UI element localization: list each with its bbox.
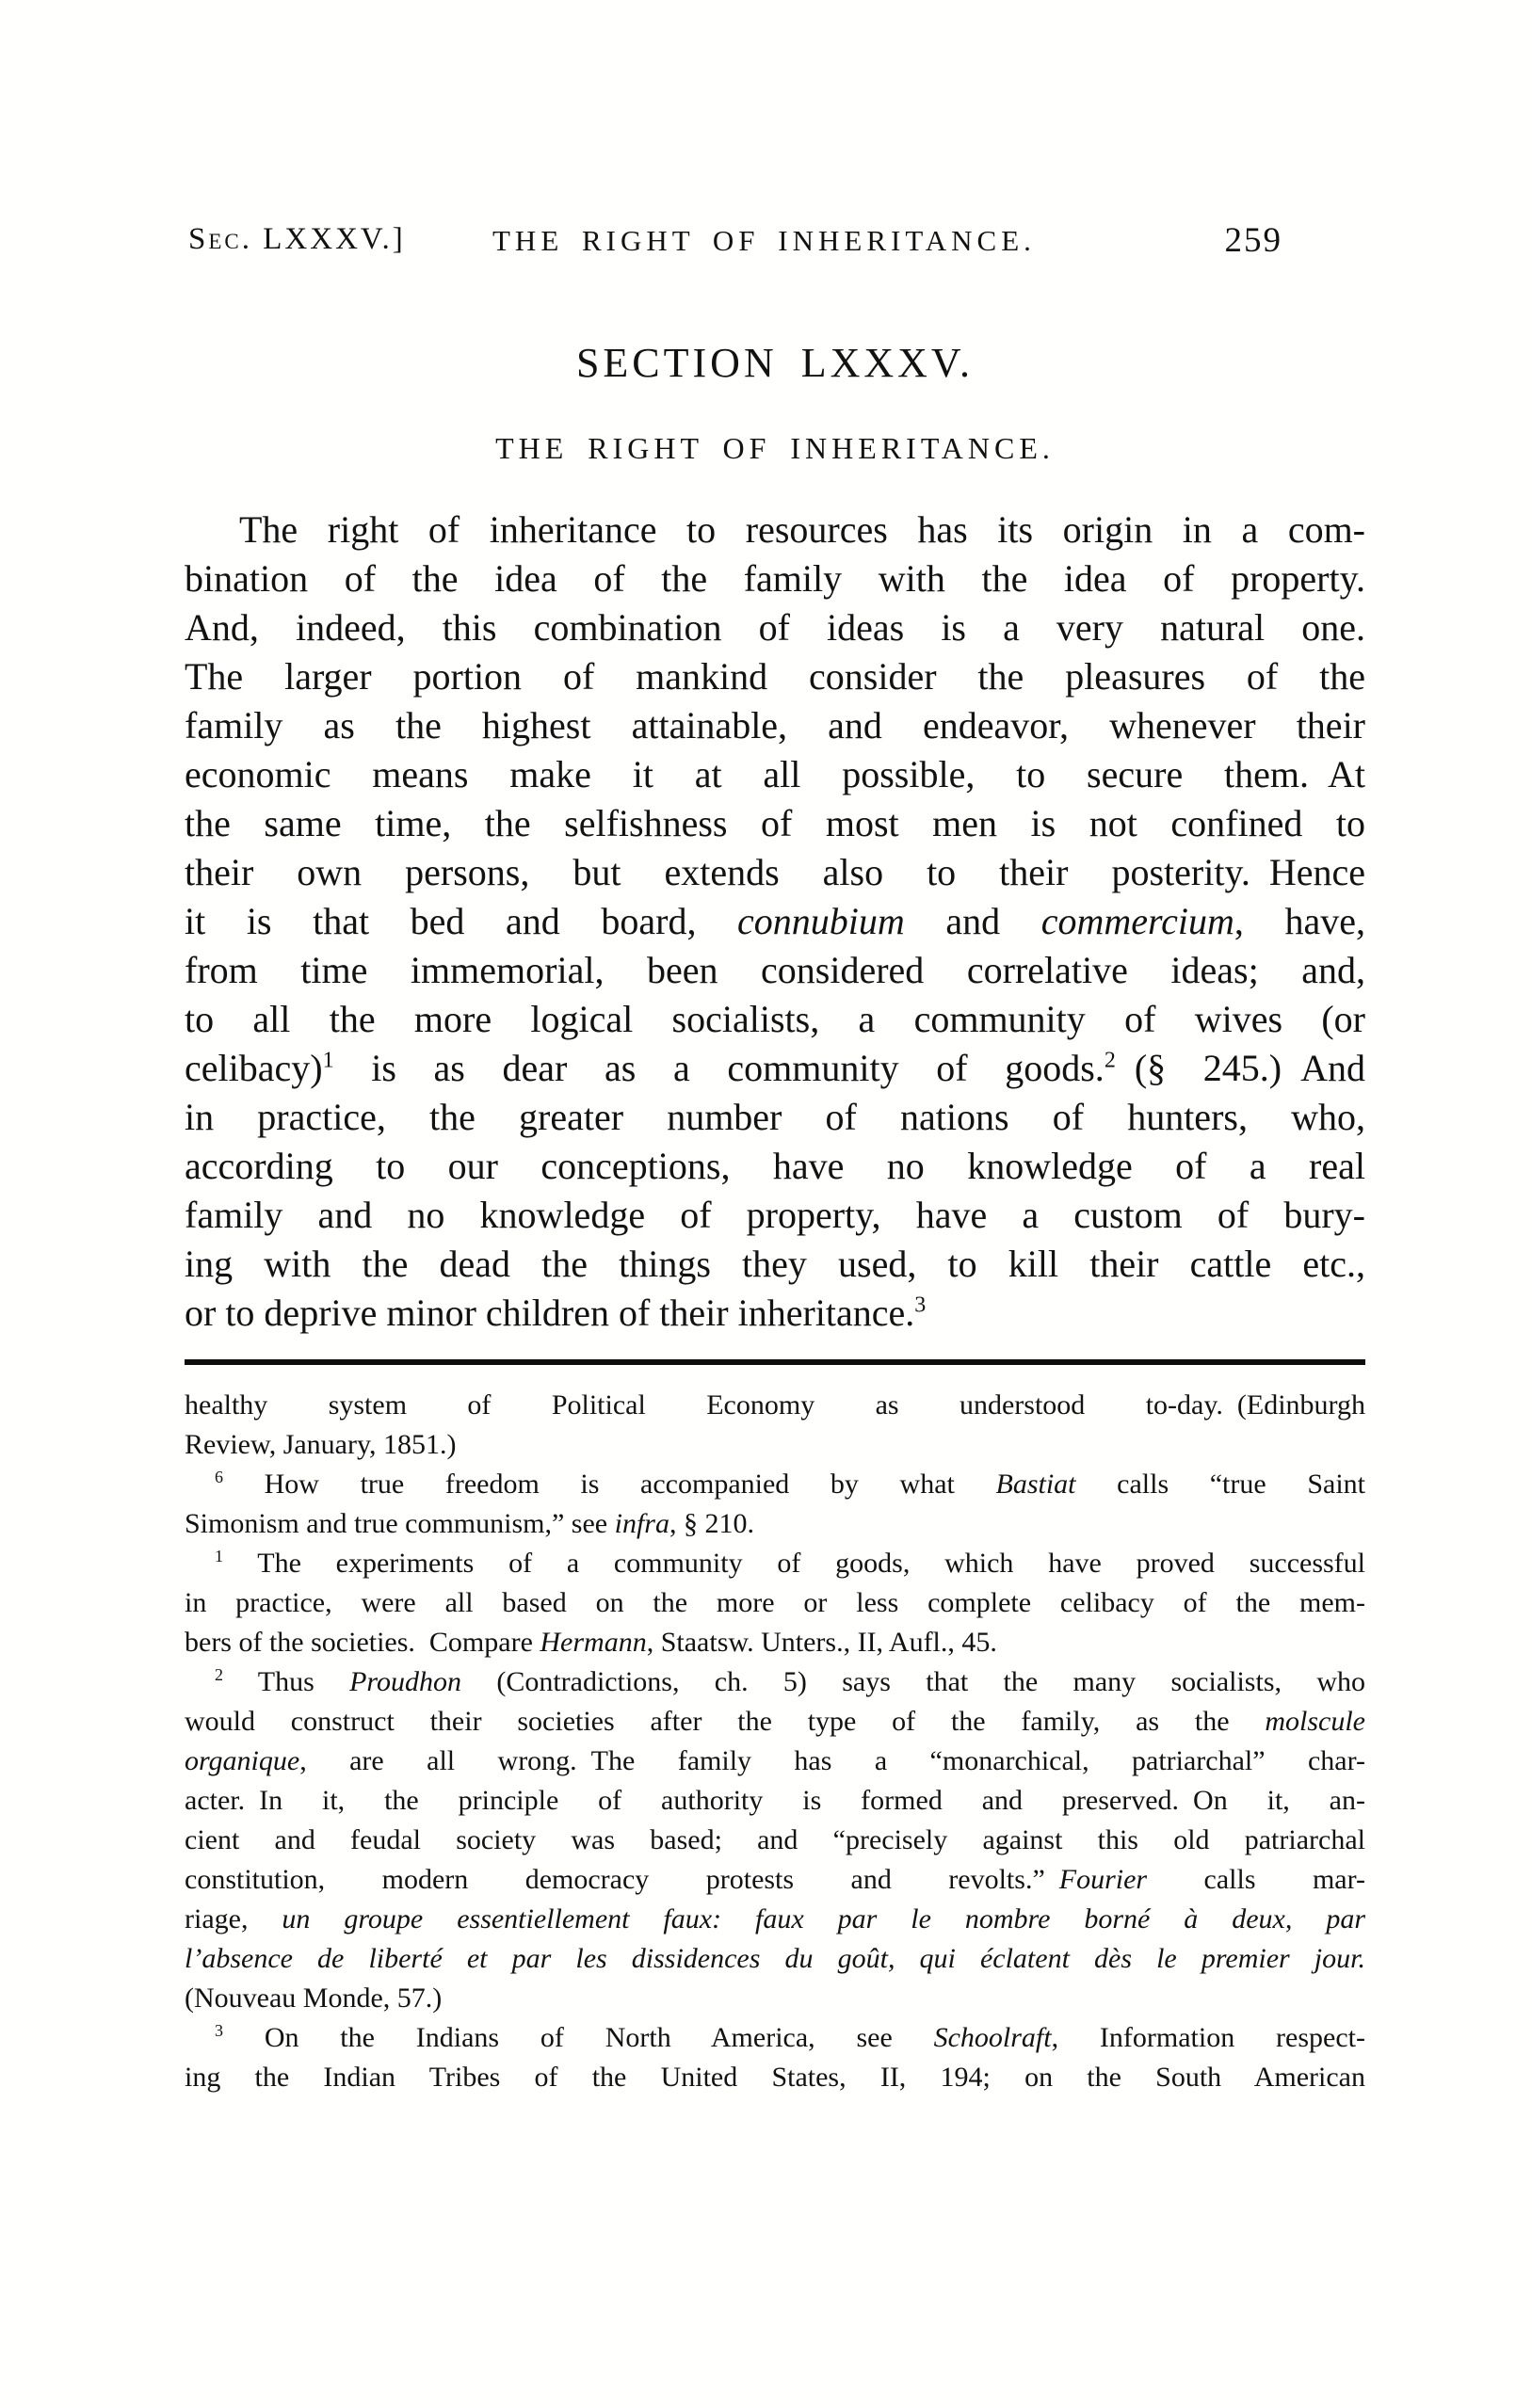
text-line: healthy system of Political Economy as understood to-day. (Edinburgh (185, 1389, 1365, 1421)
text-line: according to our conceptions, have no knowledge of a real (185, 1145, 1365, 1187)
text-line: cient and feudal society was based; and “precisely against this old patriarchal (185, 1824, 1365, 1855)
text-line: acter. In it, the principle of authority is formed and preserved. On it, an- (185, 1785, 1365, 1816)
text-line: ing the Indian Tribes of the United States, II, 194; on the South American (185, 2062, 1365, 2093)
text-line: $^1$ The experiments of a community of goods, which have proved successful (215, 1547, 1365, 1579)
text-line: l’absence de liberté et par les dissidences du goût, qui éclatent dès le premier jour. (185, 1943, 1365, 1974)
text-line: bination of the idea of the family with the idea of property. (185, 557, 1365, 600)
header-page-number: 259 (1224, 221, 1282, 260)
text-line: organique, are all wrong. The family has a “monarchical, patriarchal” char- (185, 1745, 1365, 1776)
text-line: $^2$ Thus Proudhon (Contradictions, ch. 5) says that the many socialists, who (215, 1665, 1365, 1697)
text-line: The right of inheritance to resources has its origin in a com- (239, 508, 1365, 551)
text-line: or to deprive minor children of their inheritance.$^3$ (185, 1292, 927, 1334)
text-line: from time immemorial, been considered correlative ideas; and, (185, 949, 1365, 991)
text-line: in practice, were all based on the more or less complete celibacy of the mem- (185, 1587, 1365, 1618)
text-line: constitution, modern democracy protests and revolts.” Fourier calls mar- (185, 1864, 1366, 1895)
section-subheading: THE RIGHT OF INHERITANCE. (495, 431, 1055, 465)
text-line: $^3$ On the Indians of North America, see Schoolraft, Information respect- (215, 2021, 1365, 2053)
text-line: would construct their societies after the type of the family, as the molscule (185, 1706, 1365, 1737)
text-line: economic means make it at all possible, to secure them. At (185, 753, 1365, 795)
text-line: family and no knowledge of property, have a custom of bury- (185, 1194, 1365, 1236)
footnotes (185, 1386, 1365, 2097)
text-line: Simonism and true communism,” see infra, § 210. (185, 1508, 754, 1539)
text-line: $^6$ How true freedom is accompanied by what Bastiat calls “true Saint (215, 1468, 1365, 1500)
text-line: bers of the societies. Compare Hermann, Staatsw. Unters., II, Aufl., 45. (185, 1627, 997, 1658)
text-line: riage, un groupe essentiellement faux: faux par le nombre borné à deux, par (185, 1903, 1365, 1934)
text-line: it is that bed and board, connubium and commercium, have, (185, 900, 1365, 942)
text-line: celibacy)$^1$ is as dear as a community of goods.$^2$ (§ 245.) And (185, 1047, 1365, 1089)
text-line: the same time, the selfishness of most men is not confined to (185, 802, 1365, 844)
running-header (185, 222, 1365, 260)
text-line: And, indeed, this combination of ideas is a very natural one. (185, 606, 1365, 649)
text-line: (Nouveau Monde, 57.) (185, 1983, 443, 2014)
text-line: their own persons, but extends also to their posterity. Hence (185, 851, 1365, 893)
header-running-title: THE RIGHT OF INHERITANCE. (492, 224, 1036, 257)
text-line: to all the more logical socialists, a community of wives (or (185, 998, 1365, 1040)
text-line: in practice, the greater number of nations of hunters, who, (185, 1096, 1365, 1138)
section-heading: SECTION LXXXV. (575, 340, 975, 386)
body-paragraph (185, 506, 1365, 1338)
text-line: ing with the dead the things they used, to kill their cattle etc., (185, 1243, 1365, 1285)
text-line: Review, January, 1851.) (185, 1429, 457, 1460)
text-line: family as the highest attainable, and endeavor, whenever their (185, 704, 1365, 746)
text-line: The larger portion of mankind consider the pleasures of the (185, 655, 1365, 698)
header-section-label: Sec. LXXXV.] (188, 222, 406, 256)
footnote-separator-rule (185, 1359, 1365, 1365)
